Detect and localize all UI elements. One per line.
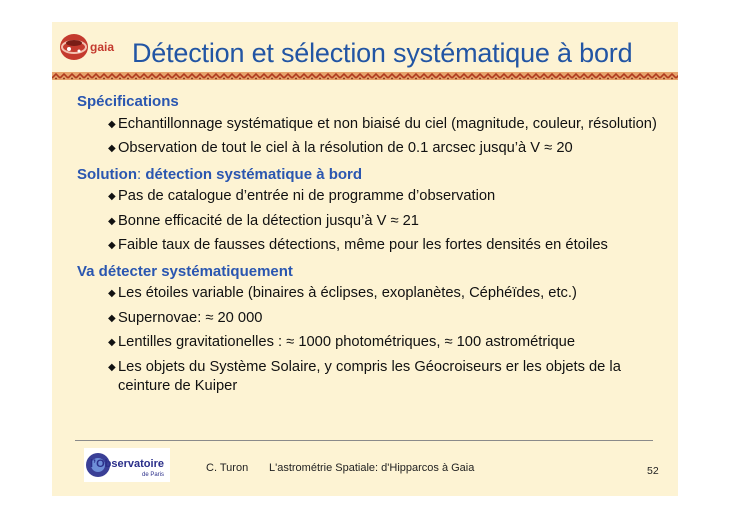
list-item [77,284,673,304]
page-number: 52 [647,465,659,477]
list-item [77,333,673,353]
bullet-icon: ◆ [108,240,116,251]
bullet-icon: ◆ [108,143,116,154]
observatoire-logo-subtext: de Paris [142,472,165,478]
list-item-text: Echantillonnage systématique et non biaisé du ciel (magnitude, couleur, résolution) [118,115,657,132]
specifications-list [77,115,673,159]
bullet-icon: ◆ [108,337,116,348]
solution-separator: : [137,165,146,183]
section-heading-specifications: Spécifications [77,93,179,110]
list-item-text: Faible taux de fausses détections, même pour les fortes densités en étoiles [118,237,608,253]
list-item-text: Supernovae: ≈ 20 000 [118,309,263,326]
bullet-icon: ◆ [108,215,116,227]
footer-author: C. Turon [206,462,249,474]
list-item-text: Les objets du Système Solaire, y compris les Géocroiseurs er les objets de la ceinture de Kuiper [118,358,621,394]
list-item [77,236,673,256]
gaia-logo-text: gaia [90,40,115,54]
solution-list [77,187,673,256]
slide-title: Détection et sélection systématique à bord [132,38,633,68]
list-item [77,115,673,135]
list-item [77,187,673,207]
list-item-text: Pas de catalogue d’entrée ni de programme d’observation [118,188,496,204]
decorative-band [52,72,678,80]
observatoire-logo-text: l’Observatoire [90,458,164,470]
list-item [77,358,673,397]
list-item [77,139,673,159]
solution-rest: détection systématique à bord [145,165,363,183]
solution-label: Solution [77,165,137,183]
gaia-logo [58,27,128,67]
section-heading-detection: Va détecter systématiquement [77,262,293,280]
list-item [77,309,673,329]
bullet-icon: ◆ [108,288,116,299]
bullet-icon: ◆ [108,361,116,373]
section-heading-solution [77,165,673,185]
bullet-icon: ◆ [108,118,116,130]
bullet-icon: ◆ [108,191,116,202]
detection-list [77,284,673,397]
list-item [77,212,673,232]
observatoire-logo [84,448,170,482]
footer-talk-title: L'astrométrie Spatiale: d'Hipparcos à Gaia [269,462,475,474]
list-item-text: Bonne efficacité de la détection jusqu’à V ≈ 21 [118,212,419,229]
list-item-text: Observation de tout le ciel à la résolution de 0.1 arcsec jusqu’à V ≈ 20 [118,140,573,156]
list-item-text: Les étoiles variable (binaires à éclipses, exoplanètes, Céphéïdes, etc.) [118,285,577,301]
list-item-text: Lentilles gravitationelles : ≈ 1000 photométriques, ≈ 100 astrométrique [118,334,576,350]
bullet-icon: ◆ [108,312,116,324]
footer-divider [75,440,653,441]
slide-content [77,92,673,402]
